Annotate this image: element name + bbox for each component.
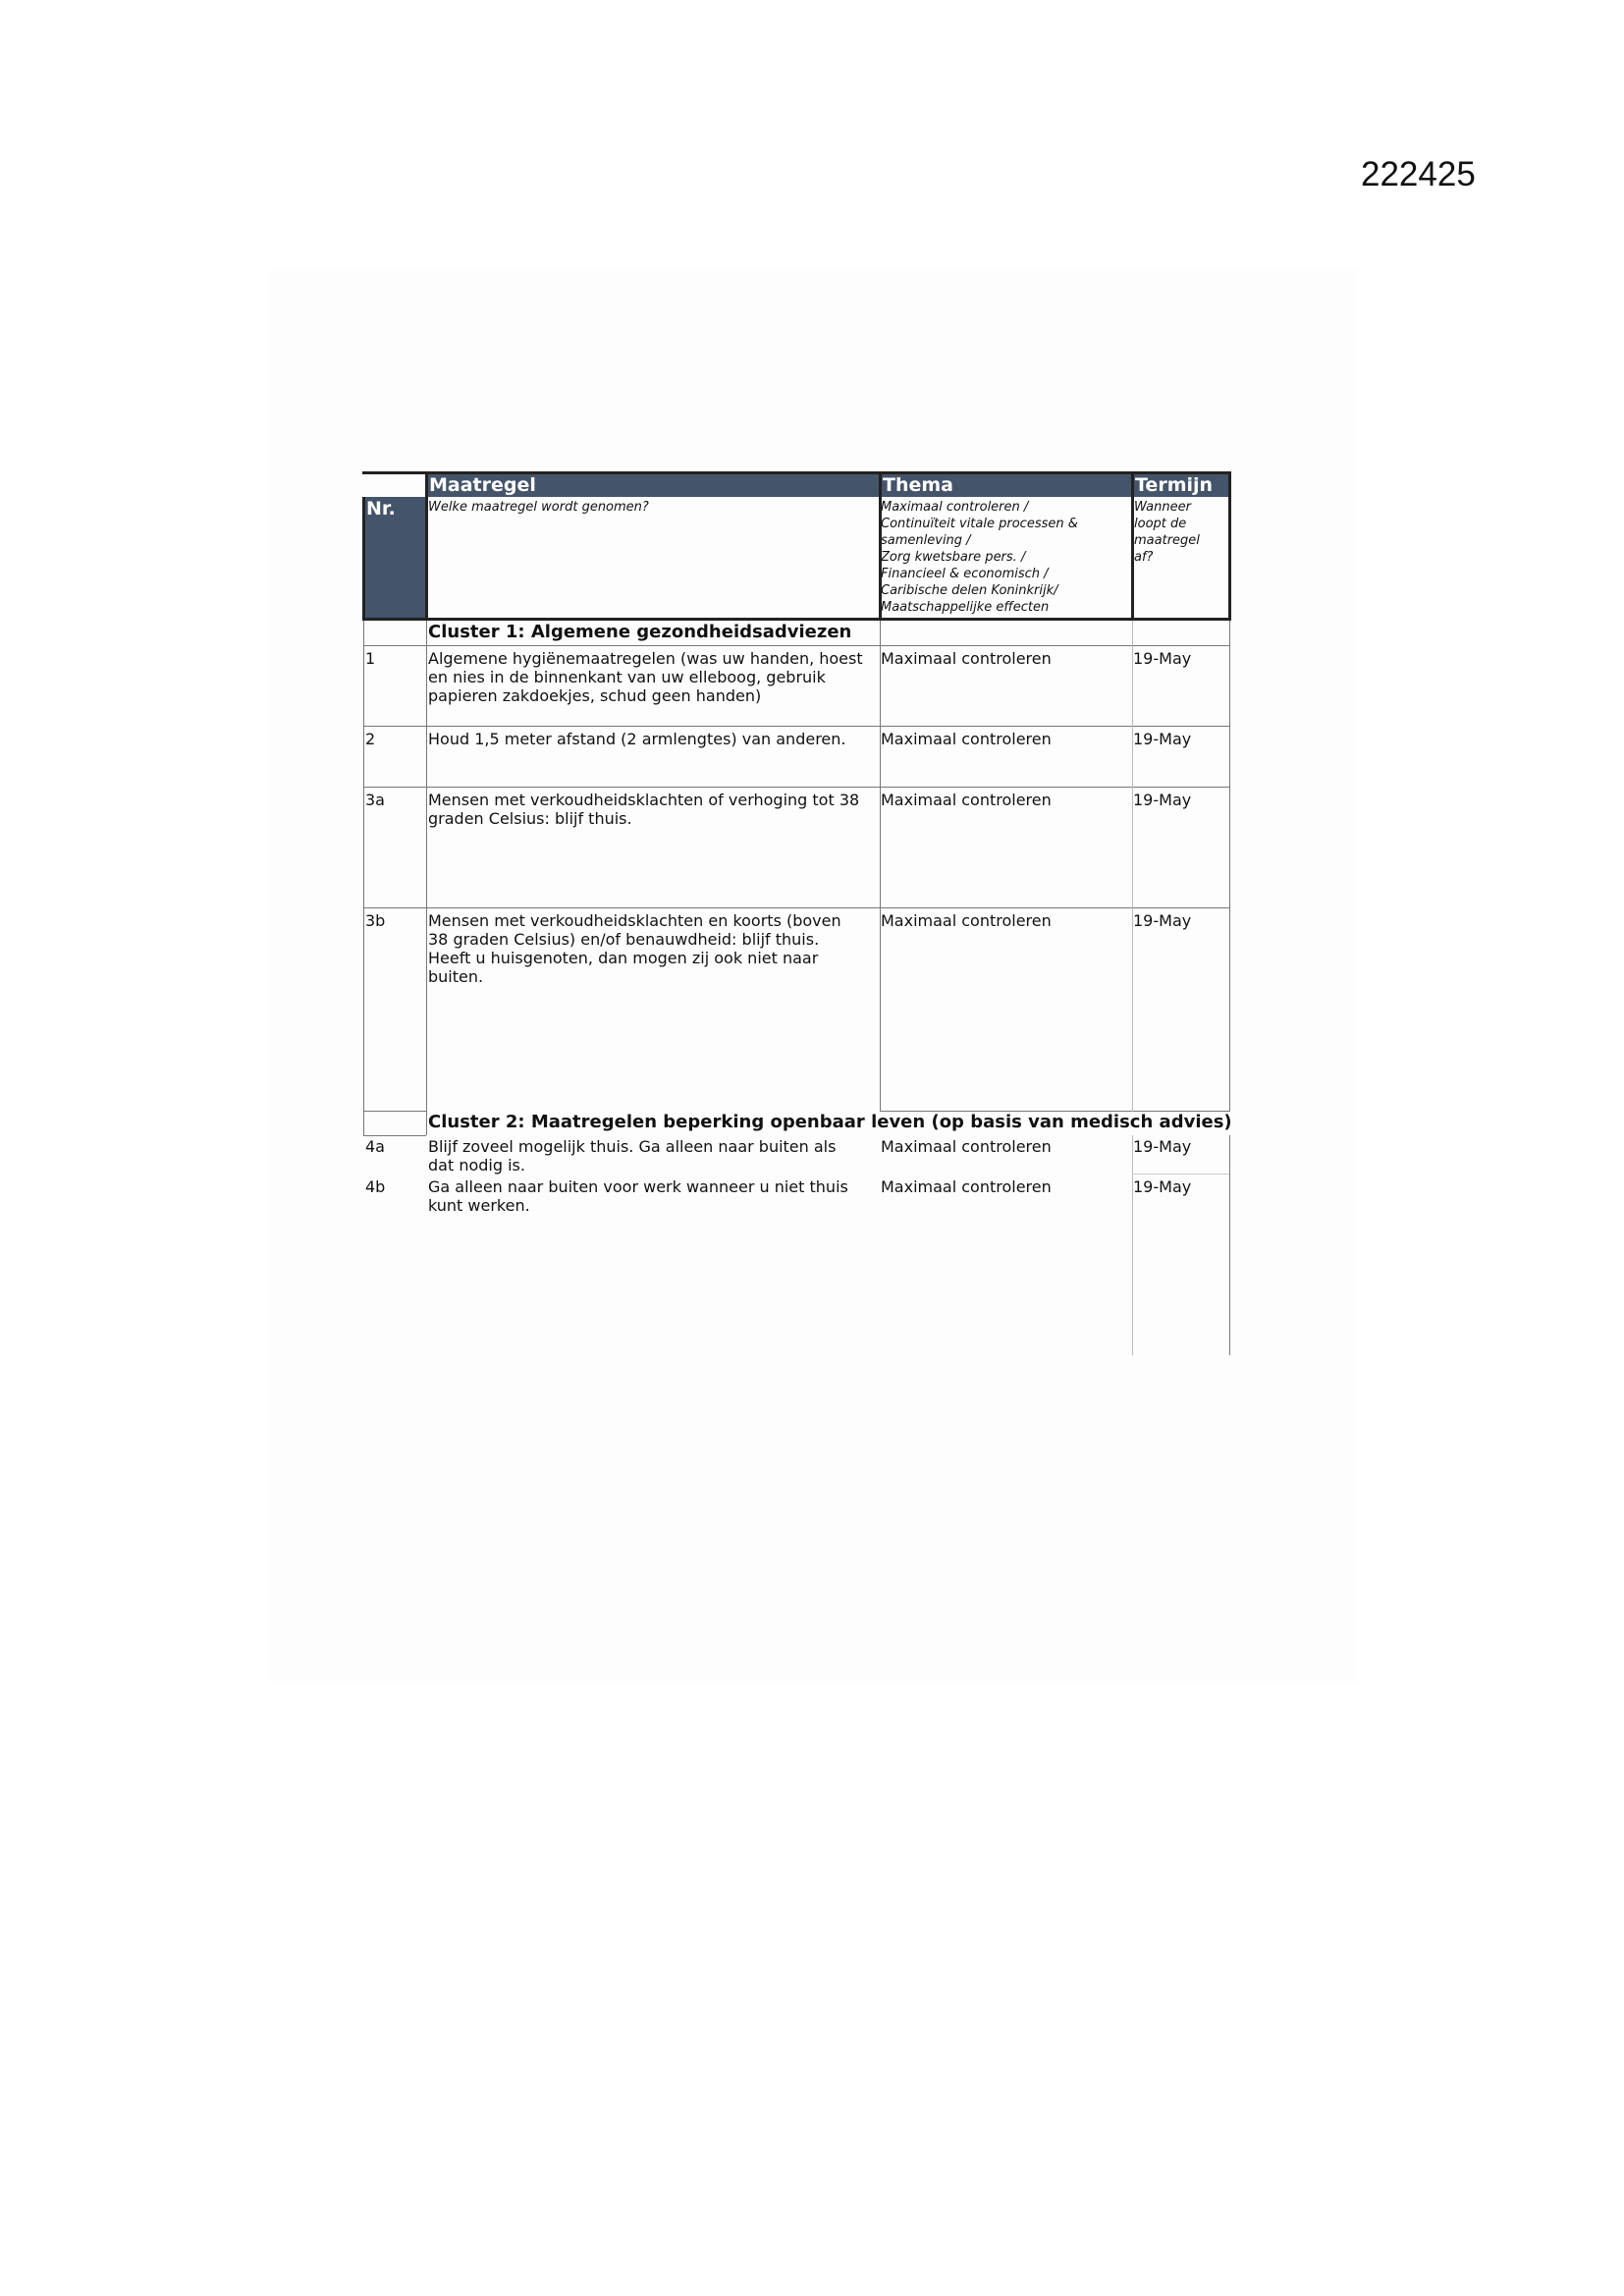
row-3b-thema: Maximaal controleren — [881, 911, 1052, 930]
cluster-1-title: Cluster 1: Algemene gezondheidsadviezen — [428, 622, 852, 642]
header-maatregel — [426, 473, 880, 497]
subheader-thema: Maximaal controleren / Continuïteit vitale processen & samenleving / Zorg kwetsbare pers. / Financieel & economisch / Caribische delen Koninkrijk/ Maatschappelijke effecten — [881, 500, 1078, 615]
document-id: 222425 — [1361, 155, 1476, 193]
subheader-maatregel: Welke maatregel wordt genomen? — [428, 500, 649, 515]
header-thema — [880, 473, 1132, 497]
row-3a-thema: Maximaal controleren — [881, 791, 1052, 809]
row-4a-nr: 4a — [365, 1137, 385, 1156]
row-2-maatregel: Houd 1,5 meter afstand (2 armlengtes) van anderen. — [428, 730, 846, 748]
row-4b-termijn: 19-May — [1133, 1177, 1192, 1196]
header-thema-label: Thema — [883, 474, 953, 496]
row-1-termijn: 19-May — [1133, 649, 1192, 668]
row-4b-maatregel: Ga alleen naar buiten voor werk wanneer u niet thuis kunt werken. — [428, 1177, 848, 1215]
header-nr — [363, 497, 426, 619]
row-4a-maatregel: Blijf zoveel mogelijk thuis. Ga alleen naar buiten als dat nodig is. — [428, 1137, 837, 1175]
row-4b-nr: 4b — [365, 1177, 386, 1196]
row-1-maatregel: Algemene hygiënemaatregelen (was uw handen, hoest en nies in de binnenkant van uw elleboog, gebruik papieren zakdoekjes, schud geen handen) — [428, 649, 863, 705]
row-1-nr: 1 — [365, 649, 376, 668]
row-2-thema: Maximaal controleren — [881, 730, 1052, 748]
row-3a-termijn: 19-May — [1133, 791, 1192, 809]
row-3b-nr: 3b — [365, 911, 386, 930]
header-termijn — [1132, 473, 1228, 497]
row-2-nr: 2 — [365, 730, 376, 748]
row-3a-maatregel: Mensen met verkoudheidsklachten of verhoging tot 38 graden Celsius: blijf thuis. — [428, 791, 860, 828]
header-termijn-label: Termijn — [1135, 474, 1214, 496]
row-3b-maatregel: Mensen met verkoudheidsklachten en koorts (boven 38 graden Celsius) en/of benauwdheid: blijf thuis. Heeft u huisgenoten, dan mogen zij ook niet naar buiten. — [428, 911, 841, 986]
row-3b-termijn: 19-May — [1133, 911, 1192, 930]
row-4b-thema: Maximaal controleren — [881, 1177, 1052, 1196]
row-3a-nr: 3a — [365, 791, 385, 809]
subheader-termijn: Wanneer loopt de maatregel af? — [1134, 500, 1200, 565]
header-maatregel-label: Maatregel — [429, 474, 536, 496]
header-nr-label: Nr. — [366, 498, 396, 519]
row-4a-termijn: 19-May — [1133, 1137, 1192, 1156]
cluster-2-title: Cluster 2: Maatregelen beperking openbaar leven (op basis van medisch advies) — [428, 1112, 1232, 1132]
row-4a-thema: Maximaal controleren — [881, 1137, 1052, 1156]
row-1-thema: Maximaal controleren — [881, 649, 1052, 668]
row-2-termijn: 19-May — [1133, 730, 1192, 748]
